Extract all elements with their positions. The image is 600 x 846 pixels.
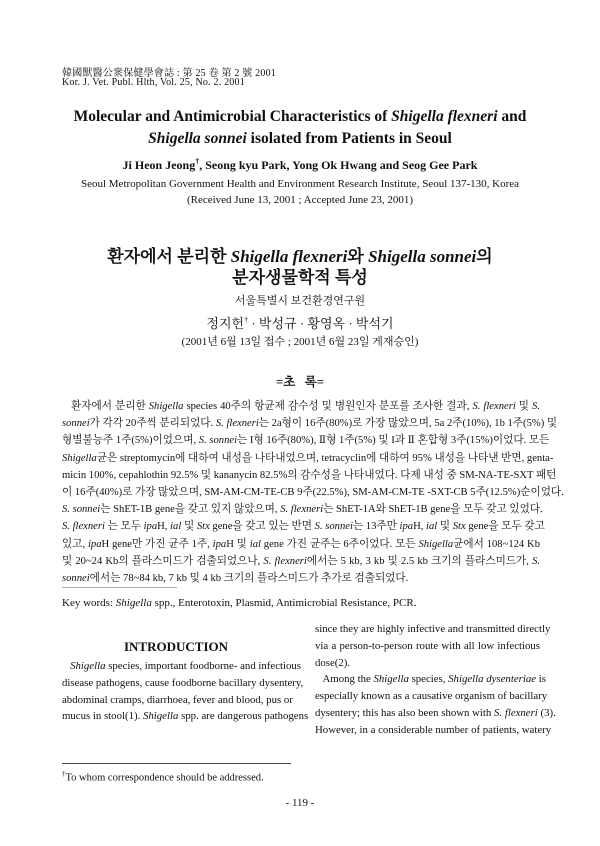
text-segment: gene을 모두 갖고: [465, 521, 545, 533]
text-line: [62, 400, 540, 413]
text-segment: H 및: [226, 538, 250, 550]
text-segment: spp., Enterotoxin, Plasmid, Antimicrobial Resistance, PCR.: [151, 597, 417, 609]
text-segment: Among the: [315, 673, 374, 686]
italic-text: ipa: [399, 521, 414, 533]
text-segment: 에서는 5 kb, 3 kb 및 2.5 kb 크기의 플라스미드가,: [306, 555, 533, 567]
text-segment: micin 100%, cepahlothin 92.5% 및 kananycin 82.5%의 감수성을 나타내었다. 다제 내성 중 SM-NA-TE-SXT 패턴: [62, 469, 557, 481]
korean-title-line2: 분자생물학적 특성: [232, 268, 368, 287]
text-line: [62, 503, 543, 516]
text-segment: 에서는 78~84 kb, 7 kb 및 4 kb 크기의 플라스미드가 추가로 검출되었다.: [89, 573, 409, 584]
italic-text: Shigella: [418, 538, 454, 550]
italic-text: Shigella dysenteriae: [448, 673, 537, 686]
english-received-dates: (Received June 13, 2001 ; Accepted June 23, 2001): [186, 194, 414, 206]
text-segment: mucus in stool(1).: [62, 710, 143, 723]
text-segment: species 40주의 항균제 감수성 및 병원인자 분포를 조사한 결과,: [183, 401, 473, 412]
text-line: [315, 690, 548, 703]
italic-text: ipa: [143, 521, 158, 533]
text-line: [315, 657, 540, 670]
text-segment: gene을 갖고 있는 반면: [209, 521, 315, 533]
text-segment: 균에서 108~124 Kb: [453, 538, 540, 550]
italic-text: ipa: [212, 538, 227, 550]
text-line: [315, 623, 551, 636]
text-segment: 는 2a형이 16주(80%)로 가장 많았으며, 5a 2주(10%), 1b 1주(5%) 및: [258, 418, 558, 430]
text-segment: dose(2).: [315, 656, 351, 669]
text-line: [315, 723, 552, 737]
text-segment: since they are highly infective and transmitted directly: [315, 623, 551, 635]
italic-text: S. flexneri: [263, 555, 307, 567]
italic-text: sonnei: [62, 573, 90, 584]
text-segment: 의: [476, 247, 493, 266]
italic-text: Shigella: [142, 710, 179, 723]
text-segment: H,: [413, 521, 427, 533]
korean-dates: (2001년 6월 13일 접수 ; 2001년 6월 23일 게재승인): [181, 336, 419, 348]
text-segment: H,: [157, 521, 171, 533]
text-segment: 환자에서 분리한: [62, 401, 149, 412]
text-segment: 는 13주만: [352, 521, 400, 533]
text-segment: and: [497, 108, 527, 125]
text-line: [62, 572, 540, 585]
italic-text: S.: [532, 401, 540, 412]
korean-author-dagger: †: [244, 315, 249, 325]
italic-text: S. flexneri: [215, 418, 259, 430]
text-line: [62, 520, 545, 533]
italic-text: sonnei: [62, 418, 90, 430]
italic-text: ial: [249, 538, 261, 550]
text-segment: 와: [347, 247, 369, 266]
text-segment: dysentery; this has also been shown with: [315, 707, 495, 719]
italic-text: ial: [426, 521, 438, 533]
text-line: [62, 417, 558, 430]
journal-header-korean: 韓國獸醫公衆保健學會誌 : 第 25 卷 第 2 號 2001: [62, 68, 276, 79]
text-segment: 및: [181, 521, 197, 533]
english-authors: [0, 157, 600, 173]
text-segment: Key words:: [62, 597, 116, 609]
italic-text: S. flexneri: [494, 707, 538, 719]
introduction-heading: INTRODUCTION: [123, 639, 228, 654]
text-line: [62, 434, 550, 447]
korean-affiliation: 서울특별시 보건환경연구원: [234, 295, 366, 307]
text-line: [62, 676, 304, 690]
abstract-heading: =초 록=: [276, 375, 324, 389]
text-segment: gene 가진 균주는 6주이었다. 모든: [260, 538, 419, 550]
other-authors: , Seong kyu Park, Yong Ok Hwang and Seog Gee Park: [199, 158, 478, 172]
text-segment: 이 16주(40%)로 가장 많았으며, SM-AM-CM-TE-CB 9주(22.5%), SM-AM-CM-TE -SXT-CB 5주(12.5%)순이었다.: [62, 487, 564, 498]
italic-text: Shigella: [373, 673, 409, 686]
italic-text: Stx: [196, 521, 210, 533]
english-title-line2: [0, 130, 600, 148]
italic-text: Stx: [452, 521, 466, 533]
italic-text: Shigella: [70, 660, 106, 672]
keywords: [62, 597, 416, 609]
text-segment: via a person-to-person route with all low infectious: [315, 639, 540, 652]
text-segment: 는 모두: [104, 521, 144, 533]
korean-first-author: 정지헌: [206, 316, 245, 331]
text-line: [315, 673, 546, 686]
italic-text: S. sonnei: [62, 504, 101, 516]
text-line: [62, 469, 557, 482]
first-author: Ji Heon Jeong: [122, 158, 196, 172]
italic-text: Shigella sonnei: [148, 130, 247, 147]
italic-text: ipa: [87, 538, 102, 550]
text-segment: 가 각각 20주씩 분리되었다.: [89, 418, 216, 430]
text-segment: 환자에서 분리한: [107, 247, 231, 266]
italic-text: Shigella sonnei: [368, 247, 477, 266]
text-segment: 있고,: [62, 538, 88, 550]
page-number: - 119 -: [285, 797, 315, 809]
text-segment: 는 ShET-1B gene을 갖고 있지 않았으며,: [100, 504, 281, 516]
text-segment: abdominal cramps, diarrhoea, fever and blood, pus or: [62, 693, 293, 706]
text-segment: isolated from Patients in Seoul: [246, 130, 452, 147]
text-line: [62, 452, 554, 465]
italic-text: ial: [170, 521, 182, 533]
footnote: [62, 770, 264, 784]
journal-header-english: Kor. J. Vet. Publ. Hlth, Vol. 25, No. 2. 2001: [62, 77, 245, 88]
text-segment: H gene만 가진 균주 1주,: [101, 538, 213, 550]
text-segment: disease pathogens, cause foodborne bacillary dysentery,: [62, 676, 304, 689]
text-segment: species,: [408, 673, 449, 686]
text-line: [62, 710, 309, 723]
text-segment: species, important foodborne- and infectious: [105, 660, 301, 672]
text-segment: (3).: [537, 707, 556, 719]
abstract-divider: [62, 587, 177, 588]
italic-text: S. flexneri: [472, 401, 516, 412]
text-segment: spp. are dangerous pathogens: [178, 710, 309, 723]
text-segment: 및: [437, 521, 453, 533]
text-line: [62, 486, 564, 499]
korean-authors: [0, 313, 600, 332]
text-segment: 균은 streptomycin에 대하여 내성을 나타내었으며, tetracyclin에 대하여 95% 내성을 나타낸 반면, genta-: [96, 452, 554, 464]
text-line: [62, 555, 540, 568]
text-segment: 형별불능주 1주(5%)이었으며,: [62, 435, 199, 447]
footnote-text: To whom correspondence should be addressed.: [65, 772, 264, 784]
text-line: [62, 538, 540, 551]
text-segment: [62, 660, 70, 672]
footnote-divider: [62, 763, 291, 764]
text-segment: 및 20~24 Kb의 플라스미드가 검출되었으나,: [62, 555, 264, 567]
text-line: [62, 693, 293, 707]
text-segment: However, in a considerable number of patients, watery: [315, 723, 552, 736]
text-line: [315, 640, 540, 653]
italic-text: S. sonnei: [314, 521, 353, 533]
text-segment: Molecular and Antimicrobial Characteristics of: [73, 108, 392, 125]
korean-other-authors: · 박성규 · 황영옥 · 박석기: [248, 316, 394, 331]
italic-text: S. flexneri: [280, 504, 324, 516]
italic-text: Shigella: [115, 597, 152, 609]
text-segment: 는 ShET-1A와 ShET-1B gene을 모두 갖고 있었다.: [323, 504, 543, 516]
italic-text: S.: [532, 555, 541, 567]
footnote-dagger: †: [62, 770, 66, 778]
text-line: [315, 707, 556, 720]
text-segment: 및: [515, 401, 533, 412]
text-segment: especially known as a causative organism of bacillary: [315, 690, 548, 703]
english-affiliation: Seoul Metropolitan Government Health and Environment Research Institute, Seoul 137-130, Korea: [80, 178, 520, 190]
italic-text: S. flexneri: [62, 521, 105, 533]
text-segment: is: [536, 673, 546, 686]
text-segment: 는 I형 16주(80%), Ⅱ형 1주(5%) 및 I과 Ⅱ 혼합형 3주(15%)이었다. 모든: [237, 435, 550, 447]
italic-text: Shigella flexneri: [230, 247, 348, 266]
italic-text: Shigella: [62, 452, 97, 464]
english-title-line1: [0, 108, 600, 126]
text-line: [62, 660, 301, 673]
italic-text: S. sonnei: [198, 435, 238, 447]
italic-text: Shigella flexneri: [391, 108, 498, 125]
italic-text: Shigella: [148, 401, 184, 412]
author-dagger: †: [195, 157, 200, 166]
